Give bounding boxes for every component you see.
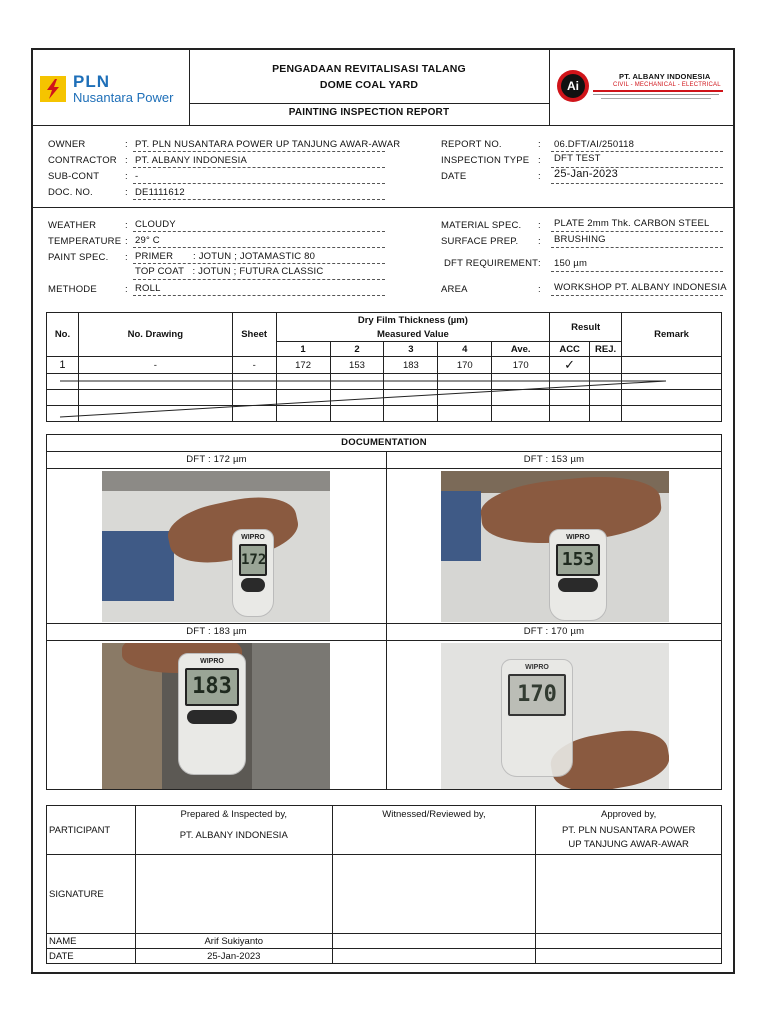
witnessed-date bbox=[332, 949, 536, 964]
witnessed-title: Witnessed/Reviewed by, bbox=[382, 809, 486, 820]
thickness-meter-1 bbox=[232, 529, 274, 617]
material-value: PLATE 2mm Thk. CARBON STEEL bbox=[554, 218, 710, 229]
approved-title: Approved by, bbox=[601, 809, 657, 820]
colon: : bbox=[538, 155, 541, 166]
signoff-table bbox=[46, 805, 722, 964]
meter-reading-3: 183 bbox=[185, 668, 239, 706]
prepared-date: 25-Jan-2023 bbox=[135, 949, 332, 964]
albany-tagline: CIVIL - MECHANICAL - ELECTRICAL bbox=[613, 82, 721, 88]
dft-req-label: DFT REQUIREMENT bbox=[444, 258, 539, 269]
prepared-org: PT. ALBANY INDONESIA bbox=[179, 830, 288, 841]
table-row bbox=[47, 357, 722, 374]
row-value-ave: 170 bbox=[492, 357, 550, 374]
row-value-2: 153 bbox=[330, 357, 384, 374]
reportno-value: 06.DFT/AI/250118 bbox=[554, 139, 635, 150]
col-header-remark: Remark bbox=[622, 313, 722, 357]
colon: : bbox=[538, 236, 541, 247]
owner-label: OWNER bbox=[48, 139, 86, 150]
temperature-value: 29° C bbox=[135, 235, 160, 246]
prepared-signature bbox=[135, 855, 332, 934]
col-header-1: 1 bbox=[276, 342, 330, 357]
col-header-acc: ACC bbox=[550, 342, 590, 357]
signature-label: SIGNATURE bbox=[47, 855, 136, 934]
row-sheet: - bbox=[232, 357, 276, 374]
colon: : bbox=[125, 236, 128, 247]
meter-brand-2: WIPRO bbox=[566, 534, 590, 541]
methode-value: ROLL bbox=[135, 283, 161, 294]
report-title: PAINTING INSPECTION REPORT bbox=[288, 107, 450, 118]
approved-date bbox=[536, 949, 722, 964]
colon: : bbox=[538, 258, 541, 269]
prepared-title: Prepared & Inspected by, bbox=[180, 809, 287, 820]
colon: : bbox=[538, 284, 541, 295]
thickness-meter-3 bbox=[178, 653, 246, 775]
photo-caption-3: DFT : 183 µm bbox=[186, 626, 247, 637]
row-value-3: 183 bbox=[384, 357, 438, 374]
colon: : bbox=[125, 284, 128, 295]
col-header-no: No. bbox=[47, 313, 79, 357]
colon: : bbox=[125, 220, 128, 231]
meter-brand-4: WIPRO bbox=[525, 664, 549, 671]
approved-org-line1: PT. PLN NUSANTARA POWER bbox=[561, 825, 696, 836]
documentation-title: DOCUMENTATION bbox=[341, 437, 427, 448]
name-label: NAME bbox=[47, 934, 136, 949]
dft-req-value: 150 µm bbox=[554, 258, 588, 269]
col-header-3: 3 bbox=[384, 342, 438, 357]
col-header-sheet: Sheet bbox=[232, 313, 276, 357]
thickness-meter-4 bbox=[501, 659, 573, 777]
photo-caption-2: DFT : 153 µm bbox=[523, 454, 585, 465]
col-header-2: 2 bbox=[330, 342, 384, 357]
colon: : bbox=[538, 171, 541, 182]
lightning-icon bbox=[40, 76, 66, 102]
col-header-measured: Measured Value bbox=[276, 328, 550, 342]
approved-name bbox=[536, 934, 722, 949]
row-acc-check: ✓ bbox=[550, 357, 590, 374]
weather-value: CLOUDY bbox=[135, 219, 176, 230]
approved-cell bbox=[536, 806, 722, 855]
colon: : bbox=[125, 155, 128, 166]
owner-value: PT. PLN NUSANTARA POWER UP TANJUNG AWAR-AWAR bbox=[135, 139, 401, 150]
col-header-result: Result bbox=[550, 313, 622, 342]
documentation-section bbox=[46, 434, 722, 790]
row-drawing: - bbox=[78, 357, 232, 374]
meter-brand-3: WIPRO bbox=[200, 658, 224, 665]
colon: : bbox=[125, 171, 128, 182]
witnessed-signature bbox=[332, 855, 536, 934]
prepared-name: Arif Sukiyanto bbox=[135, 934, 332, 949]
photo-caption-4: DFT : 170 µm bbox=[523, 626, 585, 637]
col-header-ave: Ave. bbox=[492, 342, 550, 357]
meter-reading-2: 153 bbox=[556, 544, 600, 576]
contractor-label: CONTRACTOR bbox=[48, 155, 117, 166]
photo-dft-1 bbox=[102, 471, 330, 622]
row-remark bbox=[622, 357, 722, 374]
photo-dft-3 bbox=[102, 643, 330, 789]
inspection-type-label: INSPECTION TYPE bbox=[441, 155, 530, 166]
photo-caption-1: DFT : 172 µm bbox=[186, 454, 247, 465]
col-header-drawing: No. Drawing bbox=[78, 313, 232, 357]
colon: : bbox=[125, 187, 128, 198]
col-header-rej: REJ. bbox=[590, 342, 622, 357]
empty-rows-strike-line bbox=[46, 373, 722, 423]
weather-label: WEATHER bbox=[48, 220, 97, 231]
pln-logo-subtitle: Nusantara Power bbox=[73, 90, 174, 105]
docno-label: DOC. NO. bbox=[48, 187, 93, 198]
witnessed-name bbox=[332, 934, 536, 949]
paint-spec-label: PAINT SPEC. bbox=[48, 252, 109, 263]
docno-value: DE1111612 bbox=[135, 187, 185, 198]
project-title-line1: PENGADAAN REVITALISASI TALANG bbox=[272, 63, 466, 75]
contractor-value: PT. ALBANY INDONESIA bbox=[135, 155, 248, 166]
meter-reading-1: 172 bbox=[239, 544, 267, 576]
subcont-label: SUB-CONT bbox=[48, 171, 100, 182]
meter-brand-1: WIPRO bbox=[241, 534, 265, 541]
area-value: WORKSHOP PT. ALBANY INDONESIA bbox=[554, 282, 727, 293]
colon: : bbox=[125, 139, 128, 150]
col-header-4: 4 bbox=[438, 342, 492, 357]
project-title-line2: DOME COAL YARD bbox=[319, 79, 419, 91]
albany-name: PT. ALBANY INDONESIA bbox=[619, 72, 711, 81]
colon: : bbox=[125, 252, 128, 263]
row-rej bbox=[590, 357, 622, 374]
thickness-meter-2 bbox=[549, 529, 607, 621]
prepared-cell bbox=[135, 806, 332, 855]
methode-label: METHODE bbox=[48, 284, 97, 295]
inspection-type-value: DFT TEST bbox=[554, 153, 601, 164]
row-no: 1 bbox=[47, 357, 79, 374]
meter-reading-4: 170 bbox=[508, 674, 566, 716]
surface-value: BRUSHING bbox=[554, 234, 606, 245]
primer-value: PRIMER : JOTUN ; JOTAMASTIC 80 bbox=[135, 251, 316, 262]
pln-logo-name: PLN bbox=[73, 72, 110, 91]
colon: : bbox=[538, 139, 541, 150]
approved-org-line2: UP TANJUNG AWAR-AWAR bbox=[568, 839, 689, 850]
area-label: AREA bbox=[441, 284, 468, 295]
approved-signature bbox=[536, 855, 722, 934]
temperature-label: TEMPERATURE bbox=[48, 236, 122, 247]
date-value: 25-Jan-2023 bbox=[554, 168, 618, 180]
col-header-dft: Dry Film Thickness (µm) bbox=[276, 313, 550, 328]
subcont-value: - bbox=[135, 171, 139, 182]
reportno-label: REPORT NO. bbox=[441, 139, 502, 150]
topcoat-value: TOP COAT : JOTUN ; FUTURA CLASSIC bbox=[135, 266, 324, 277]
photo-dft-4 bbox=[441, 643, 669, 789]
surface-label: SURFACE PREP. bbox=[441, 236, 519, 247]
albany-emblem-icon: Ai bbox=[557, 70, 589, 102]
row-value-4: 170 bbox=[438, 357, 492, 374]
photo-dft-2 bbox=[441, 471, 669, 622]
material-label: MATERIAL SPEC. bbox=[441, 220, 522, 231]
report-frame bbox=[31, 48, 735, 974]
row-value-1: 172 bbox=[276, 357, 330, 374]
signoff-date-label: DATE bbox=[47, 949, 136, 964]
participant-label: PARTICIPANT bbox=[47, 806, 136, 855]
colon: : bbox=[538, 220, 541, 231]
witnessed-cell bbox=[332, 806, 536, 855]
date-label: DATE bbox=[441, 171, 467, 182]
